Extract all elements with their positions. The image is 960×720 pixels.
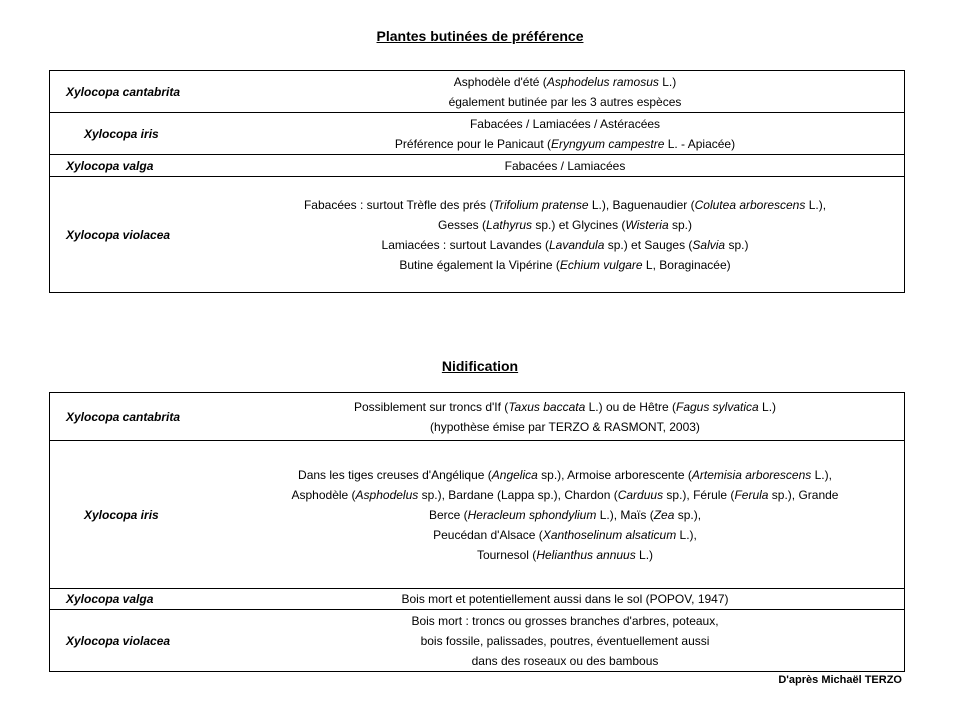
text-segment: Lamiacées : surtout Lavandes ( xyxy=(381,237,549,252)
text-segment: sp.) xyxy=(725,237,749,252)
description-cell xyxy=(226,589,905,610)
scientific-name: Salvia xyxy=(692,237,726,252)
species-name: Xylocopa iris xyxy=(84,126,159,141)
description-line xyxy=(226,525,904,545)
text-segment: Bois mort : troncs ou grosses branches d'arbres, poteaux, xyxy=(411,613,719,628)
description-line xyxy=(226,631,904,651)
scientific-name: Colutea arborescens xyxy=(694,197,806,212)
scientific-name: Asphodelus xyxy=(355,487,419,502)
description-line xyxy=(226,417,904,437)
text-segment: bois fossile, palissades, poutres, éventuellement aussi xyxy=(420,633,710,648)
text-segment: sp.), xyxy=(674,507,702,522)
description-line xyxy=(226,465,904,485)
text-segment: Gesses ( xyxy=(438,217,487,232)
section-title-plantes: Plantes butinées de préférence xyxy=(376,28,584,44)
text-segment: L.), Baguenaudier ( xyxy=(588,197,695,212)
description-line xyxy=(226,156,904,176)
text-segment: L.), xyxy=(811,467,832,482)
species-name: Xylocopa violacea xyxy=(66,227,171,242)
description-cell xyxy=(226,393,905,441)
description-cell xyxy=(226,177,905,293)
description-line xyxy=(226,114,904,134)
text-segment: sp.) et Glycines ( xyxy=(532,217,626,232)
species-cell xyxy=(50,393,227,441)
description-line xyxy=(226,215,904,235)
text-segment: Bois mort et potentiellement aussi dans le sol (POPOV, 1947) xyxy=(401,592,729,606)
text-segment: Dans les tiges creuses d'Angélique ( xyxy=(298,467,492,482)
text-segment: Asphodèle ( xyxy=(291,487,356,502)
description-line xyxy=(226,397,904,417)
table-row xyxy=(50,177,905,293)
description-line xyxy=(226,651,904,671)
description-line xyxy=(226,485,904,505)
scientific-name: Artemisia arborescens xyxy=(691,467,812,482)
table-row xyxy=(50,610,905,672)
text-segment: sp.), Grande xyxy=(768,487,839,502)
description-line xyxy=(226,505,904,525)
description-cell xyxy=(226,441,905,589)
text-segment: Possiblement sur troncs d'If ( xyxy=(353,399,509,414)
description-cell xyxy=(226,113,905,155)
description-cell xyxy=(226,610,905,672)
scientific-name: Ferula xyxy=(734,487,769,502)
text-segment: Tournesol ( xyxy=(476,547,537,562)
text-segment: (hypothèse émise par TERZO & RASMONT, 2003) xyxy=(430,419,700,434)
table-row xyxy=(50,393,905,441)
scientific-name: Echium vulgare xyxy=(559,257,643,272)
species-cell xyxy=(50,177,227,293)
scientific-name: Lathyrus xyxy=(486,217,533,232)
credit-text: D'après Michaël TERZO xyxy=(778,674,902,686)
description-line xyxy=(226,134,904,154)
description-line xyxy=(226,92,904,112)
text-segment: L, Boraginacée) xyxy=(642,257,731,272)
description-cell xyxy=(226,155,905,177)
species-cell xyxy=(50,113,227,155)
text-segment: Berce ( xyxy=(428,507,468,522)
text-segment: dans des roseaux ou des bambous xyxy=(471,653,659,668)
text-segment: sp.), Férule ( xyxy=(663,487,735,502)
scientific-name: Xanthoselinum alsaticum xyxy=(542,527,677,542)
scientific-name: Taxus baccata xyxy=(508,399,586,414)
species-cell xyxy=(50,610,227,672)
species-name: Xylocopa cantabrita xyxy=(66,409,181,424)
species-name: Xylocopa valga xyxy=(66,592,154,606)
text-segment: sp.) xyxy=(668,217,692,232)
species-name: Xylocopa valga xyxy=(66,158,154,173)
species-name: Xylocopa iris xyxy=(84,507,159,522)
species-cell xyxy=(50,589,227,610)
description-line xyxy=(226,589,904,609)
species-cell xyxy=(50,441,227,589)
species-cell xyxy=(50,155,227,177)
table-row xyxy=(50,589,905,610)
text-segment: L.) xyxy=(758,399,777,414)
text-segment: L. - Apiacée) xyxy=(664,136,736,151)
species-name: Xylocopa violacea xyxy=(66,633,171,648)
text-segment: L.) xyxy=(658,74,677,89)
plantes-table xyxy=(49,70,905,293)
description-line xyxy=(226,611,904,631)
text-segment: L.) ou de Hêtre ( xyxy=(585,399,676,414)
text-segment: également butinée par les 3 autres espèces xyxy=(448,94,682,109)
scientific-name: Helianthus annuus xyxy=(536,547,636,562)
scientific-name: Carduus xyxy=(617,487,664,502)
scientific-name: Heracleum sphondylium xyxy=(467,507,597,522)
text-segment: Butine également la Vipérine ( xyxy=(399,257,560,272)
text-segment: Asphodèle d'été ( xyxy=(453,74,547,89)
scientific-name: Angelica xyxy=(491,467,538,482)
text-segment: L.) xyxy=(635,547,654,562)
text-segment: sp.), Armoise arborescente ( xyxy=(537,467,692,482)
description-line xyxy=(226,72,904,92)
scientific-name: Asphodelus ramosus xyxy=(546,74,659,89)
nidification-table xyxy=(49,392,905,672)
description-line xyxy=(226,235,904,255)
description-cell xyxy=(226,71,905,113)
description-line xyxy=(226,255,904,275)
text-segment: sp.) et Sauges ( xyxy=(604,237,693,252)
table-row xyxy=(50,155,905,177)
text-segment: Peucédan d'Alsace ( xyxy=(433,527,543,542)
species-name: Xylocopa cantabrita xyxy=(66,84,181,99)
scientific-name: Eryngyum campestre xyxy=(551,136,665,151)
text-segment: L.), xyxy=(676,527,697,542)
text-segment: sp.), Bardane (Lappa sp.), Chardon ( xyxy=(418,487,618,502)
scientific-name: Zea xyxy=(653,507,675,522)
description-line xyxy=(226,195,904,215)
text-segment: Fabacées / Lamiacées / Astéracées xyxy=(469,116,661,131)
table-row xyxy=(50,113,905,155)
text-segment: Préférence pour le Panicaut ( xyxy=(394,136,551,151)
text-segment: Fabacées : surtout Trèfle des prés ( xyxy=(303,197,494,212)
table-row xyxy=(50,71,905,113)
description-line xyxy=(226,545,904,565)
text-segment: L.), Maïs ( xyxy=(596,507,654,522)
scientific-name: Trifolium pratense xyxy=(493,197,589,212)
section-title-nidification: Nidification xyxy=(441,358,519,374)
scientific-name: Fagus sylvatica xyxy=(675,399,759,414)
text-segment: Fabacées / Lamiacées xyxy=(504,158,626,173)
scientific-name: Lavandula xyxy=(548,237,605,252)
text-segment: L.), xyxy=(805,197,827,212)
scientific-name: Wisteria xyxy=(625,217,669,232)
species-cell xyxy=(50,71,227,113)
table-row xyxy=(50,441,905,589)
